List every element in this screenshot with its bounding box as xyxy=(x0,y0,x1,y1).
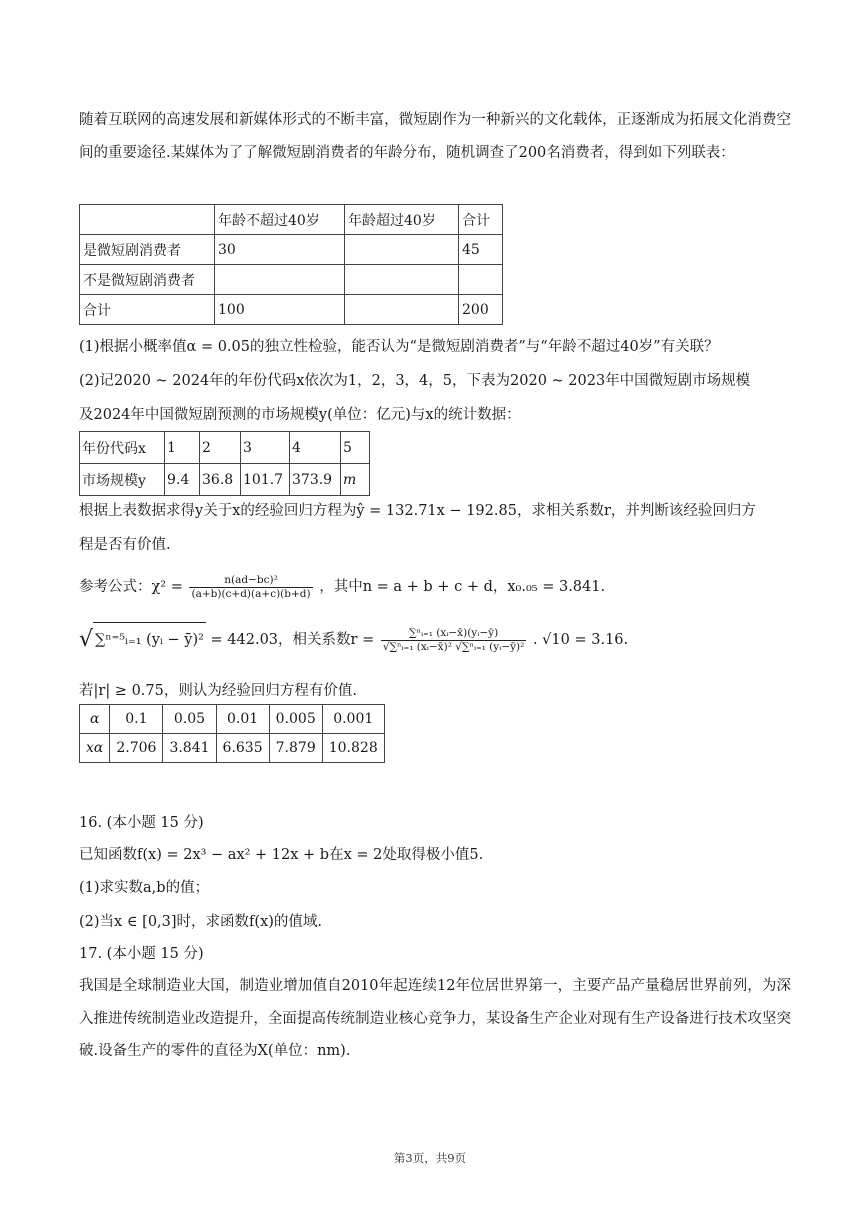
table-cell xyxy=(345,265,459,295)
table-cell: 45 xyxy=(459,235,503,265)
question-2-line-2: 及2024年中国微短剧预测的市场规模y(单位：亿元)与x的统计数据： xyxy=(79,407,521,423)
fraction-denominator: √∑ⁿᵢ₌₁ (xᵢ−x̄)² √∑ⁿᵢ₌₁ (yᵢ−ȳ)² xyxy=(382,640,525,653)
table-cell: 7.879 xyxy=(269,734,322,763)
table-cell: 合计 xyxy=(80,295,215,325)
sqrt-expression: ∑ⁿ⁼⁵ᵢ₌₁ (yᵢ − ȳ)² xyxy=(93,622,206,657)
table-cell: 合计 xyxy=(459,205,503,235)
table-cell: α xyxy=(80,705,110,734)
regression-line-1: 根据上表数据求得y关于x的经验回归方程为ŷ = 132.71x − 192.85，求相关系数r，并判断该经验回归方 xyxy=(79,503,756,519)
table-cell: 101.7 xyxy=(241,464,290,496)
table-row xyxy=(80,464,370,496)
formula-text: = 442.03，相关系数r = xyxy=(210,632,375,648)
fraction-denominator: (a+b)(c+d)(a+c)(b+d) xyxy=(191,587,311,600)
table-cell: 0.005 xyxy=(269,705,322,734)
fraction-numerator: ∑ⁿᵢ₌₁ (xᵢ−x̄)(yᵢ−ȳ) xyxy=(381,627,527,641)
formula-text: 参考公式：χ² = xyxy=(79,579,183,595)
table-cell xyxy=(459,265,503,295)
table-cell: 0.1 xyxy=(110,705,163,734)
chi-square-formula xyxy=(79,572,605,602)
table-cell: 36.8 xyxy=(200,464,241,496)
table-cell xyxy=(345,235,459,265)
problem-17-paragraph: 我国是全球制造业大国，制造业增加值自2010年起连续12年位居世界第一，主要产品产量稳居世界前列，为深入推进传统制造业改造提升，全面提高传统制造业核心竞争力，某设备生产企业对现有生产设备进行技术攻坚突破.设备生产的零件的直径为X(单位：nm). xyxy=(79,978,791,1059)
table-row xyxy=(80,432,370,464)
table-cell: 3 xyxy=(241,432,290,464)
regression-line-2: 程是否有价值. xyxy=(79,537,171,553)
table-cell: 0.05 xyxy=(163,705,216,734)
table-cell: 不是微短剧消费者 xyxy=(80,265,215,295)
table-cell: 6.635 xyxy=(216,734,269,763)
table-cell: 100 xyxy=(215,295,345,325)
table-cell: 年份代码x xyxy=(80,432,165,464)
table-cell: 市场规模y xyxy=(80,464,165,496)
value-rule: 若|r| ≥ 0.75，则认为经验回归方程有价值. xyxy=(79,683,357,699)
table-cell: m xyxy=(341,464,370,496)
problem-16-title: 16. (本小题 15 分) xyxy=(79,815,204,831)
fraction-numerator: n(ad−bc)² xyxy=(189,574,312,588)
question-2-line-1: (2)记2020 ~ 2024年的年份代码x依次为1，2，3，4，5，下表为2020 ~ 2023年中国微短剧市场规模 xyxy=(79,373,751,389)
sqrt-icon: √ xyxy=(79,627,94,652)
critical-values-table xyxy=(79,704,385,763)
problem-16-question-1: (1)求实数a,b的值； xyxy=(79,880,210,896)
correlation-formula xyxy=(79,622,628,657)
table-cell: 3.841 xyxy=(163,734,216,763)
table-row xyxy=(80,205,503,235)
problem-17-title: 17. (本小题 15 分) xyxy=(79,946,204,962)
table-cell: 30 xyxy=(215,235,345,265)
table-cell xyxy=(80,205,215,235)
table-cell: 年龄不超过40岁 xyxy=(215,205,345,235)
table-cell: 9.4 xyxy=(165,464,200,496)
table-row xyxy=(80,295,503,325)
table-cell: 10.828 xyxy=(322,734,384,763)
contingency-table xyxy=(79,204,503,325)
table-cell: 5 xyxy=(341,432,370,464)
problem-16-text: 已知函数f(x) = 2x³ − ax² + 12x + b在x = 2处取得极小值5. xyxy=(79,847,484,863)
table-row xyxy=(80,705,385,734)
table-cell: 0.001 xyxy=(322,705,384,734)
table-cell: 0.01 xyxy=(216,705,269,734)
question-1: (1)根据小概率值α = 0.05的独立性检验，能否认为“是微短剧消费者”与“年龄不超过40岁”有关联？ xyxy=(79,339,719,355)
intro-paragraph: 随着互联网的高速发展和新媒体形式的不断丰富，微短剧作为一种新兴的文化载体，正逐渐成为拓展文化消费空间的重要途径.某媒体为了了解微短剧消费者的年龄分布，随机调查了200名消费者，得到如下列联表： xyxy=(79,112,791,161)
table-cell: 年龄超过40岁 xyxy=(345,205,459,235)
table-cell: xα xyxy=(80,734,110,763)
table-cell: 1 xyxy=(165,432,200,464)
market-size-table xyxy=(79,431,370,496)
table-cell: 2.706 xyxy=(110,734,163,763)
table-cell: 373.9 xyxy=(290,464,341,496)
table-cell xyxy=(345,295,459,325)
chi-square-fraction xyxy=(189,574,312,601)
table-cell: 200 xyxy=(459,295,503,325)
table-row xyxy=(80,265,503,295)
correlation-fraction xyxy=(381,627,527,654)
table-cell: 4 xyxy=(290,432,341,464)
formula-text: ，其中n = a + b + c + d，x₀.₀₅ = 3.841. xyxy=(319,579,606,595)
table-cell: 2 xyxy=(200,432,241,464)
page-footer: 第3页，共9页 xyxy=(393,1151,467,1165)
table-row xyxy=(80,235,503,265)
problem-16-question-2: (2)当x ∈ [0,3]时，求函数f(x)的值域. xyxy=(79,914,323,930)
table-cell xyxy=(215,265,345,295)
formula-text: . √10 = 3.16. xyxy=(532,632,629,648)
table-row xyxy=(80,734,385,763)
table-cell: 是微短剧消费者 xyxy=(80,235,215,265)
